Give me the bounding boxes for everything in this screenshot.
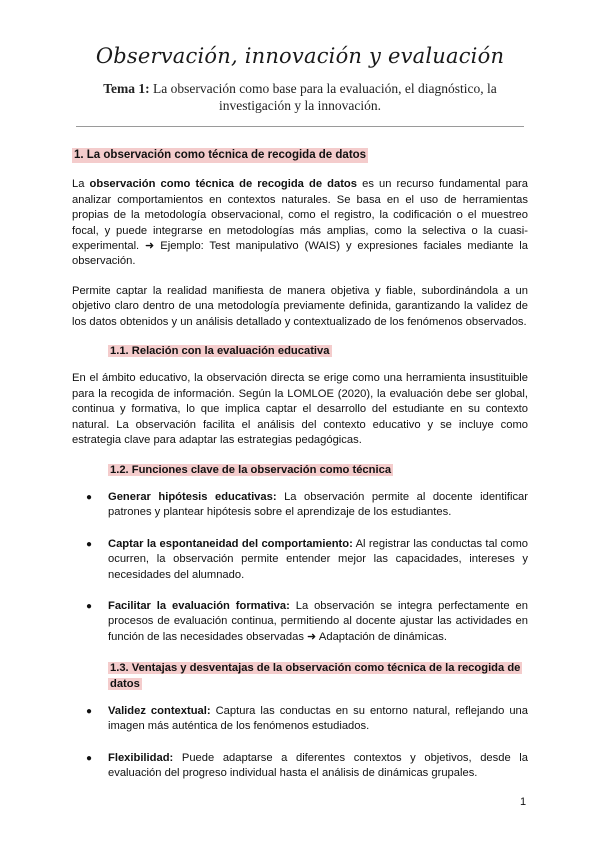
page-subtitle [80, 80, 520, 114]
list-item [72, 537, 528, 583]
subtitle-lead: Tema 1: [103, 81, 150, 96]
p1-pre: La [72, 178, 90, 191]
list-item [72, 704, 528, 735]
bullet-icon: ● [86, 491, 93, 503]
page-number: 1 [520, 796, 527, 808]
section11-paragraph-1: En el ámbito educativo, la observación directa se erige como una herramienta insustituible para la recogida de información. Según la LOMLOE (2020), la evaluación debe ser global, continua y formativa, lo que implica captar el desarrollo del estudiante en su contexto natural. La observación facilita el análisis del contexto educativo y se incluye como estrategia clave para adaptar las estrategias pedagógicas. [72, 372, 528, 447]
item-text: Captura las conductas en su entorno natural, reflejando una imagen más auténtica de los fenómenos estudiados. [108, 704, 528, 733]
list-item [72, 751, 528, 782]
section1-paragraph-2: Permite captar la realidad manifiesta de manera objetiva y fiable, subordinándola a un objetivo claro dentro de una metodología previamente definida, garantizando la validez de los datos obtenidos y un análisis detallado y contextualizado de los fenómenos observados. [72, 284, 528, 328]
title-divider [76, 126, 524, 127]
document-body [72, 148, 528, 798]
section-heading-1-2: 1.2. Funciones clave de la observación como técnica [110, 463, 392, 476]
functions-list [72, 490, 528, 645]
p1-post: es un recurso fundamental para analizar comportamientos en contextos naturales. Se basa en el uso de herramientas propias de la metodología observacional, como el registro, la codificación o el muestreo focal, y puede integrarse en metodologías más amplias, como la selectiva o la cuasi-experimental. ➜ Ejemplo: Test manipulativo (WAIS) y expresiones faciales mediante la observación. [72, 178, 529, 268]
item-text: Al registrar las conductas tal como ocurren, la observación permite entender mejor las capacidades, intereses y necesidades del alumnado. [108, 537, 528, 581]
section1-paragraph-1 [72, 177, 528, 269]
section-heading-1-3: 1.3. Ventajas y desventajas de la observación como técnica de la recogida de datos [110, 662, 521, 690]
item-text: La observación se integra perfectamente en procesos de evaluación continua, permitiendo al docente ajustar las actividades en función de las necesidades observadas ➜ Adaptación de dinámicas. [108, 599, 528, 643]
item-text: Puede adaptarse a diferentes contextos y objetivos, desde la evaluación del progreso individual hasta el análisis de dinámicas grupales. [108, 751, 528, 780]
bullet-icon: ● [86, 705, 93, 717]
section-heading-1: 1. La observación como técnica de recogida de datos [72, 148, 368, 163]
page-title: Observación, innovación y evaluación [95, 44, 505, 68]
bullet-icon: ● [86, 538, 93, 550]
subtitle-text: La observación como base para la evaluación, el diagnóstico, la investigación y la innovación. [149, 81, 497, 113]
item-bold: Flexibilidad: [108, 751, 174, 764]
item-text: La observación permite al docente identificar patrones y plantear hipótesis sobre el aprendizaje de los estudiantes. [108, 490, 529, 519]
section-heading-1-1: 1.1. Relación con la evaluación educativa [110, 345, 330, 358]
bullet-icon: ● [86, 600, 93, 612]
item-bold: Validez contextual: [108, 704, 211, 717]
item-bold: Facilitar la evaluación formativa: [108, 599, 290, 612]
list-item [72, 599, 528, 645]
item-bold: Generar hipótesis educativas: [108, 490, 277, 503]
bullet-icon: ● [86, 752, 93, 764]
p1-bold: observación como técnica de recogida de datos [89, 178, 357, 191]
item-bold: Captar la espontaneidad del comportamiento: [108, 537, 353, 550]
list-item [72, 490, 528, 521]
advantages-list [72, 704, 528, 782]
